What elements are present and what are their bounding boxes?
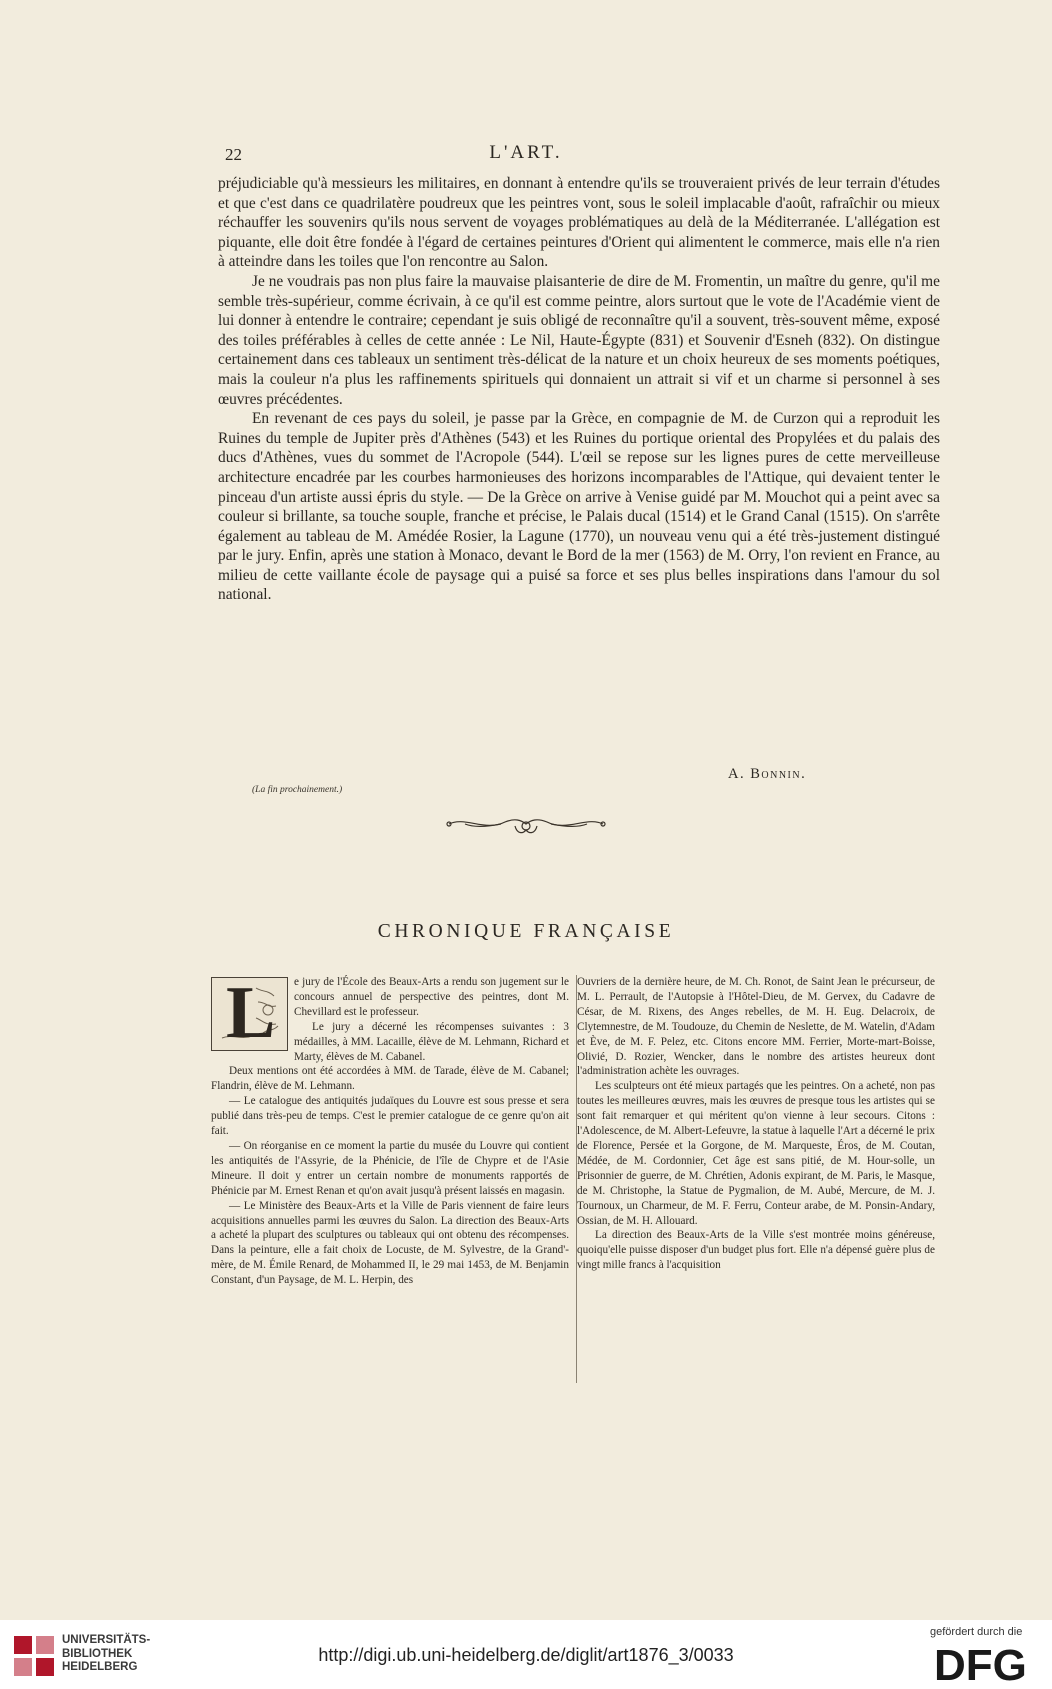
funding-note: gefördert durch die [930,1626,1023,1638]
footer-bar [0,1620,1052,1689]
dfg-logo-text: DFG [934,1641,1027,1686]
paragraph: En revenant de ces pays du soleil, je passe par la Grèce, en compagnie de M. de Curzon qui a reproduit les Ruines du temple de Jupiter près d'Athènes (543) et les Ruines du portique oriental des Propylées et du palais des ducs d'Athènes, vues du sommet de l'Acropole (544). L'œil se repose sur les lignes pures de cette merveilleuse architecture encadrée par les courbes harmonieuses des horizons incomparables de l'Attique, qui devaient tenter le pinceau d'un artiste aussi épris du style. — De la Grèce on arrive à Venise guidé par M. Mouchot qui a peint avec sa couleur si brillante, sa touche souple, franche et précise, le Palais ducal (1514) et le Grand Canal (1515). On s'arrête également au tableau de M. Amédée Rosier, la Lagune (1770), un nouveau venu qui a été très-justement distingué par le jury. Enfin, après une station à Monaco, devant le Bord de la mer (1563) de M. Orry, l'on revient en France, au milieu de cette vaillante école de paysage qui a puisé sa force et ses plus belles inspirations dans l'amour du sol national. [218,410,940,604]
paragraph: — Le Ministère des Beaux-Arts et la Ville de Paris viennent de faire leurs acquisitions annuelles parmi les œuvres du Salon. La direction des Beaux-Arts a acheté la plupart des sculptures ou tableaux qui ont obtenu des récompenses. Dans la peinture, elle a fait choix de Locuste, de M. Sylvestre, de la Grand'-mère, de M. Émile Renard, de Mohammed II, le 29 mai 1453, de M. Benjamin Constant, d'un Paysage, de M. L. Herpin, des [211,1199,569,1287]
paragraph: préjudiciable qu'à messieurs les militaires, en donnant à entendre qu'ils se trouveraient privés de leur terrain d'études et que c'est dans ce quadrilatère poudreux que les peintres vont, sous le soleil implacable d'août, rafraîchir ou mieux réchauffer les souvenirs qu'ils nous servent de voyages problématiques au delà de la Méditerranée. L'allégation est piquante, elle doit être fondée à l'égard de certaines peintures d'Orient qui alimentent le commerce, mais elle n'a rien à atteindre dans les toiles que l'on rencontre au Salon. [218,175,940,271]
running-title: L'ART. [489,142,563,163]
source-url-link[interactable]: http://digi.ub.uni-heidelberg.de/diglit/art1876_3/0033 [318,1645,734,1665]
dfg-logo-icon [932,1640,1042,1686]
dropcap-letter: L [226,972,276,1054]
author-signature: A. Bonnin. [728,766,807,782]
continuation-note: (La fin prochainement.) [252,785,343,795]
main-article [218,174,940,605]
paragraph: — Le catalogue des antiquités judaïques du Louvre est sous presse et sera publié dans très-peu de temps. C'est le premier catalogue de ce genre qu'on ait fait. [211,1095,569,1138]
library-name-line: HEIDELBERG [62,1661,138,1673]
paragraph: — On réorganise en ce moment la partie du musée du Louvre qui contient les antiquités de l'Assyrie, de la Phénicie, de l'île de Chypre et de l'Asie Mineure. Il doit y entrer un certain nombre de monuments rapportés de Phénicie par M. Ernest Renan et qu'on avait jusqu'à présent laissés en magasin. [211,1139,569,1197]
paragraph: Je ne voudrais pas non plus faire la mauvaise plaisanterie de dire de M. Fromentin, un maître du genre, qu'il me semble très-supérieur, comme écrivain, à ce qu'il est comme peintre, alors surtout que le vote de l'Académie vient de lui donner à entendre le contraire; cependant je suis obligé de reconnaître qu'il a souvent, très-souvent même, exposé des toiles préférables à celles de cette année : Le Nil, Haute-Égypte (831) et Souvenir d'Esneh (832). On distingue certainement dans ces tableaux un sentiment très-délicat de la nature et un choix heureux de ses moments poétiques, mais la couleur n'a plus les raffinements spirituels qui donnaient un attrait si vif et un charme si personnel à ses œuvres précédentes. [218,272,940,408]
dropcap [211,972,288,1054]
page-number: 22 [225,145,242,164]
paragraph: Ouvriers de la dernière heure, de M. Ch. Ronot, de Saint Jean le précurseur, de M. L. Perrault, de l'Autopsie à l'Hôtel-Dieu, de M. Gervex, du Cadavre de César, de M. Rixens, des Anges rebelles, de M. H. Eug. Delacroix, de Clytemnestre, de M. Toudouze, du Chemin de Neslette, de M. Watelin, d'Adam et Ève, de M. F. Pelez, etc. Citons encore MM. Ferrier, Morte-mart-Boisse, Olivié, D. Rozier, Wencker, dans le nombre des artistes heureux dont l'administration achète les ouvrages. [577,976,935,1078]
paragraph: Les sculpteurs ont été mieux partagés que les peintres. On a acheté, non pas toutes les meilleures œuvres, mais les œuvres de presque tous les artistes qui se sont fait remarquer et qui méritent qu'on vienne à leur secours. Citons : l'Adolescence, de M. Albert-Lefeuvre, la statue à laquelle l'Art a décerné le prix de Florence, Persée et la Gorgone, de M. Marqueste, Éros, de M. Coutan, Médée, de M. Cordonnier, Cet âge est sans pitié, de M. Hour-solle, un Prisonnier de guerre, de M. Chrétien, Adonis expirant, de M. Paris, le Masque, de M. Christophe, la Statue de Pygmalion, de M. Aubé, Mercure, de M. J. Tournoux, un Charmeur, de M. F. Ferru, Conteur arabe, de M. Ponsin-Andary, Ossian, de M. H. Allouard. [577,1080,935,1227]
column-left [211,972,569,1288]
library-name-line: BIBLIOTHEK [62,1647,133,1660]
paragraph: e jury de l'École des Beaux-Arts a rendu son jugement sur le concours annuel de perspective des peintres, dont M. Chevillard est le professeur. [294,976,569,1018]
ornament-icon [445,812,607,838]
library-name-line: UNIVERSITÄTS- [62,1634,151,1646]
paragraph: La direction des Beaux-Arts de la Ville s'est montrée moins généreuse, quoiqu'elle puisse disposer d'un budget plus fort. Elle n'a dépensé guère plus de vingt mille francs à l'acquisition [577,1229,935,1272]
section-title: CHRONIQUE FRANÇAISE [377,921,675,942]
paragraph: Deux mentions ont été accordées à MM. de Tarade, élève de M. Cabanel; Flandrin, élève de M. Lehmann. [211,1065,569,1093]
column-right [577,975,935,1273]
paragraph: Le jury a décerné les récompenses suivantes : 3 médailles, à MM. Lacaille, élève de M. Lehmann, Richard et Marty, élèves de M. Cabanel. [294,1020,569,1063]
